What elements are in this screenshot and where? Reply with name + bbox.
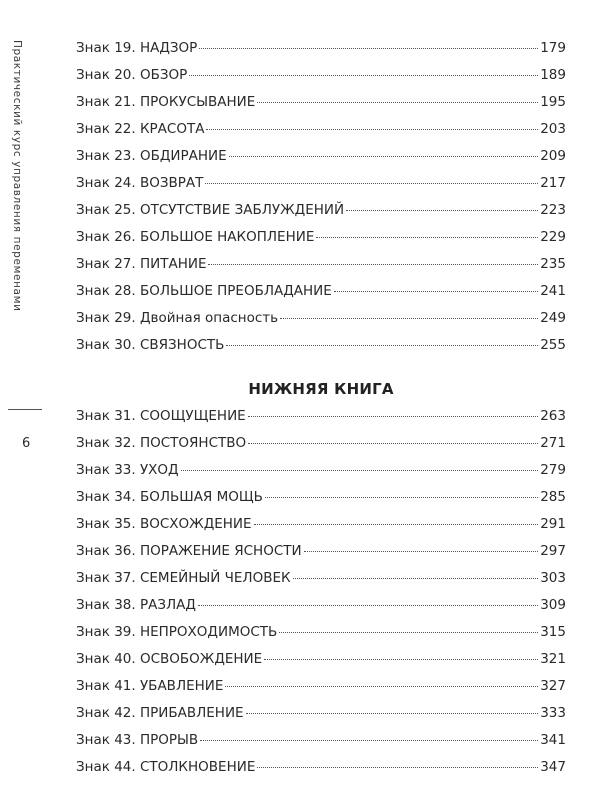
entry-page: 279 [540,462,566,478]
toc-entry[interactable] [76,759,566,775]
entry-page: 255 [540,337,566,353]
toc-entry[interactable] [76,67,566,83]
entry-page: 195 [540,94,566,110]
dot-leader [226,345,538,346]
toc-entry[interactable] [76,408,566,424]
dot-leader [205,183,538,184]
entry-page: 217 [540,175,566,191]
entry-page: 309 [540,597,566,613]
entry-title: Знак 39. НЕПРОХОДИМОСТЬ [76,624,278,640]
toc-entry[interactable] [76,462,566,478]
running-book-title: Практический курс управления переменами [11,40,23,312]
toc-entry[interactable] [76,310,566,326]
dot-leader [316,237,538,238]
entry-title: Знак 22. КРАСОТА [76,121,205,137]
entry-page: 327 [540,678,566,694]
entry-title: Знак 44. СТОЛКНОВЕНИЕ [76,759,256,775]
entry-title: Знак 40. ОСВОБОЖДЕНИЕ [76,651,263,667]
dot-leader [248,443,538,444]
entry-page: 341 [540,732,566,748]
dot-leader [304,551,539,552]
dot-leader [248,416,539,417]
entry-title: Знак 35. ВОСХОЖДЕНИЕ [76,516,252,532]
dot-leader [279,632,538,633]
dot-leader [189,75,538,76]
entry-title: Знак 37. СЕМЕЙНЫЙ ЧЕЛОВЕК [76,570,291,586]
entry-title: Знак 20. ОБЗОР [76,67,188,83]
entry-title: Знак 34. БОЛЬШАЯ МОЩЬ [76,489,263,505]
dot-leader [293,578,539,579]
entry-page: 321 [540,651,566,667]
entry-page: 303 [540,570,566,586]
dot-leader [229,156,539,157]
toc-entry[interactable] [76,337,566,353]
toc-entry[interactable] [76,148,566,164]
toc-entry[interactable] [76,435,566,451]
toc-entry[interactable] [76,570,566,586]
entry-title: Знак 30. СВЯЗНОСТЬ [76,337,225,353]
toc-entry[interactable] [76,94,566,110]
toc-entry[interactable] [76,229,566,245]
entry-page: 347 [540,759,566,775]
toc-entry[interactable] [76,516,566,532]
entry-page: 223 [540,202,566,218]
toc-entry[interactable] [76,678,566,694]
toc-entry[interactable] [76,283,566,299]
entry-title: Знак 31. СООЩУЩЕНИЕ [76,408,246,424]
entry-title: Знак 43. ПРОРЫВ [76,732,199,748]
dot-leader [257,102,538,103]
entry-title: Знак 27. ПИТАНИЕ [76,256,207,272]
toc-entry[interactable] [76,121,566,137]
entry-page: 241 [540,283,566,299]
dot-leader [198,605,538,606]
entry-title: Знак 24. ВОЗВРАТ [76,175,204,191]
entry-title: Знак 42. ПРИБАВЛЕНИЕ [76,705,244,721]
entry-page: 297 [540,543,566,559]
entry-page: 291 [540,516,566,532]
toc-entry[interactable] [76,705,566,721]
toc-entry[interactable] [76,40,566,56]
entry-title: Знак 21. ПРОКУСЫВАНИЕ [76,94,256,110]
toc-entry[interactable] [76,543,566,559]
dot-leader [225,686,538,687]
entry-title: Знак 36. ПОРАЖЕНИЕ ЯСНОСТИ [76,543,302,559]
entry-page: 263 [540,408,566,424]
entry-page: 229 [540,229,566,245]
dot-leader [206,129,538,130]
dot-leader [334,291,538,292]
toc-entry[interactable] [76,597,566,613]
entry-title: Знак 38. РАЗЛАД [76,597,196,613]
toc-entry[interactable] [76,256,566,272]
margin-divider [8,409,42,410]
page-number: 6 [22,436,31,451]
dot-leader [257,767,538,768]
toc-entry[interactable] [76,732,566,748]
dot-leader [280,318,538,319]
entry-page: 179 [540,40,566,56]
entry-page: 333 [540,705,566,721]
entry-title: Знак 23. ОБДИРАНИЕ [76,148,227,164]
entry-title: Знак 19. НАДЗОР [76,40,198,56]
entry-title: Знак 29. Двойная опасность [76,310,279,326]
dot-leader [265,497,538,498]
entry-page: 235 [540,256,566,272]
toc-entry[interactable] [76,202,566,218]
dot-leader [346,210,538,211]
entry-title: Знак 33. УХОД [76,462,179,478]
dot-leader [208,264,538,265]
entry-title: Знак 41. УБАВЛЕНИЕ [76,678,224,694]
toc-entry[interactable] [76,651,566,667]
dot-leader [181,470,539,471]
entry-page: 285 [540,489,566,505]
dot-leader [199,48,538,49]
dot-leader [264,659,538,660]
toc-entry[interactable] [76,489,566,505]
entry-page: 209 [540,148,566,164]
toc-entry[interactable] [76,175,566,191]
section-heading: НИЖНЯЯ КНИГА [248,380,394,398]
entry-page: 249 [540,310,566,326]
entry-title: Знак 26. БОЛЬШОЕ НАКОПЛЕНИЕ [76,229,315,245]
dot-leader [254,524,539,525]
entry-page: 271 [540,435,566,451]
entry-page: 189 [540,67,566,83]
toc-entry[interactable] [76,624,566,640]
entry-title: Знак 28. БОЛЬШОЕ ПРЕОБЛАДАНИЕ [76,283,332,299]
entry-title: Знак 32. ПОСТОЯНСТВО [76,435,247,451]
dot-leader [246,713,539,714]
entry-page: 203 [540,121,566,137]
dot-leader [200,740,538,741]
entry-page: 315 [540,624,566,640]
entry-title: Знак 25. ОТСУТСТВИЕ ЗАБЛУЖДЕНИЙ [76,202,345,218]
